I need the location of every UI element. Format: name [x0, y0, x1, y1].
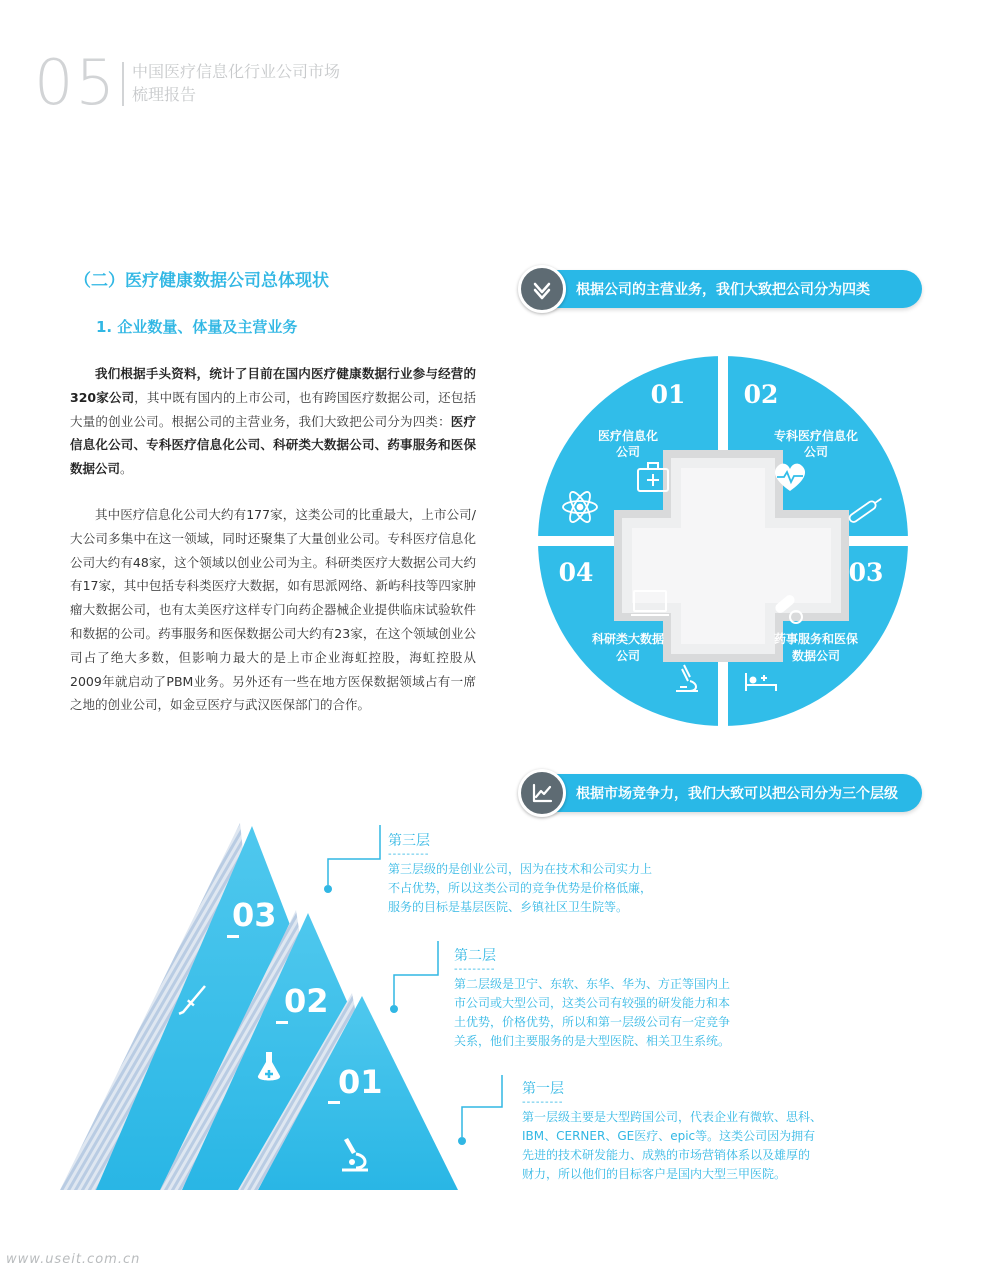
tier-2-number: 02 [284, 982, 329, 1020]
sub-heading: 1. 企业数量、体量及主营业务 [96, 318, 298, 336]
quadrant-02-number: 02 [743, 380, 779, 409]
quadrant-04-number: 04 [558, 558, 594, 587]
tier-3-dash: --------- [388, 849, 430, 860]
quadrant-04-label-line2: 公司 [615, 649, 641, 663]
tier-1-title: 第一层 [522, 1081, 564, 1097]
tier-1-description [522, 1078, 872, 1184]
tier-2-dash: --------- [454, 964, 496, 975]
report-title [132, 60, 340, 106]
report-title-line2: 梳理报告 [132, 85, 197, 104]
quadrant-01-label-line1: 医疗信息化 [597, 429, 659, 443]
four-category-diagram [536, 355, 911, 727]
tier-3-description [388, 830, 708, 917]
download-arrow-icon [518, 265, 566, 313]
quadrant-01-label-line2: 公司 [615, 445, 641, 459]
quadrant-03-number: 03 [848, 558, 884, 587]
tier-3-number: 03 [232, 896, 277, 934]
tier-1-number: 01 [338, 1063, 383, 1101]
intro-end: 。 [120, 461, 133, 477]
line-chart-icon [518, 769, 566, 817]
tier-3-line: 第三层级的是创业公司，因为在技术和公司实力上 [388, 862, 653, 876]
tier-1-line: 财力，所以他们的目标客户是国内大型三甲医院。 [522, 1167, 787, 1181]
report-title-line1: 中国医疗信息化行业公司市场 [132, 62, 341, 81]
header-divider [122, 62, 124, 106]
intro-bold-1: 我们根据手头资料，统计了目前在国内医疗健康数据行业参与经营的320家公司 [70, 366, 476, 405]
tier-2-line: 土优势，价格优势，所以和第一层级公司有一定竞争 [454, 1015, 731, 1029]
page-number: 05 [34, 46, 117, 119]
tier-1-line: 第一层级主要是大型跨国公司，代表企业有微软、思科、 [522, 1110, 823, 1124]
watermark: www.useit.com.cn [6, 1252, 141, 1267]
quadrant-02-label-line1: 专科医疗信息化 [773, 429, 859, 443]
intro-text-1: ，其中既有国内的上市公司，也有跨国医疗数据公司，还包括大量的创业公司。根据公司的主营业务，我们大致把公司分为四类： [70, 389, 476, 429]
tier-2-description [454, 945, 784, 1051]
banner2-text: 根据市场竞争力，我们大致可以把公司分为三个层级 [576, 786, 898, 802]
paragraph-detail: 其中医疗信息化公司大约有177家，这类公司的比重最大，上市公司/大公司多集中在这一领域，同时还聚集了大量创业公司。专科医疗信息化公司大约有48家，这个领域以创业公司为主。科研类医疗大数据公司大约有17家，其中包括专科类医疗大数据，如有思派网络、新屿科技等四家肿瘤大数据公司，也有太美医疗这样专门向药企器械企业提供临床试验软件和数据的公司。药事服务和医保数据公司大约有23家，在这个领域创业公司占了绝大多数，但影响力最大的是上市企业海虹控股，海虹控股从2009年就启动了PBM业务。另外还有一些在地方医保数据领域占有一席之地的创业公司，如金豆医疗与武汉医保部门的合作。 [70, 507, 476, 713]
quadrant-03-label-line2: 数据公司 [791, 649, 841, 663]
quadrant-01-number: 01 [650, 380, 686, 409]
banner-three-tiers [522, 774, 922, 812]
tier-3-title: 第三层 [388, 833, 430, 849]
tier-2-title: 第二层 [454, 948, 496, 964]
tier-2-line: 市公司或大型公司，这类公司有较强的研发能力和本 [454, 996, 731, 1010]
tier-3-line: 不占优势，所以这类公司的竞争优势是价格低廉， [388, 881, 653, 895]
tier-3-line: 服务的目标是基层医院、乡镇社区卫生院等。 [388, 900, 629, 914]
quadrant-03-label-line1: 药事服务和医保 [773, 632, 859, 646]
tier-1-line: 先进的技术研发能力、成熟的市场营销体系以及雄厚的 [522, 1148, 811, 1162]
quadrant-02-label-line2: 公司 [803, 445, 829, 459]
intro-bold-2: 医疗信息化公司、专科医疗信息化公司、科研类大数据公司、药事服务和医保数据公司 [70, 413, 476, 477]
tier-2-line: 第二层级是卫宁、东软、东华、华为、方正等国内上 [454, 977, 731, 991]
tier-2-line: 关系，他们主要服务的是大型医院、相关卫生系统。 [454, 1034, 731, 1048]
tier-1-line: IBM、CERNER、GE医疗、epic等。这类公司因为拥有 [522, 1129, 816, 1143]
banner-four-categories [522, 270, 922, 308]
banner1-text: 根据公司的主营业务，我们大致把公司分为四类 [576, 282, 870, 298]
quadrant-04-label-line1: 科研类大数据 [591, 632, 665, 646]
tier-1-dash: --------- [522, 1097, 564, 1108]
paragraph-intro [70, 362, 476, 481]
section-heading: （二）医疗健康数据公司总体现状 [74, 271, 329, 291]
